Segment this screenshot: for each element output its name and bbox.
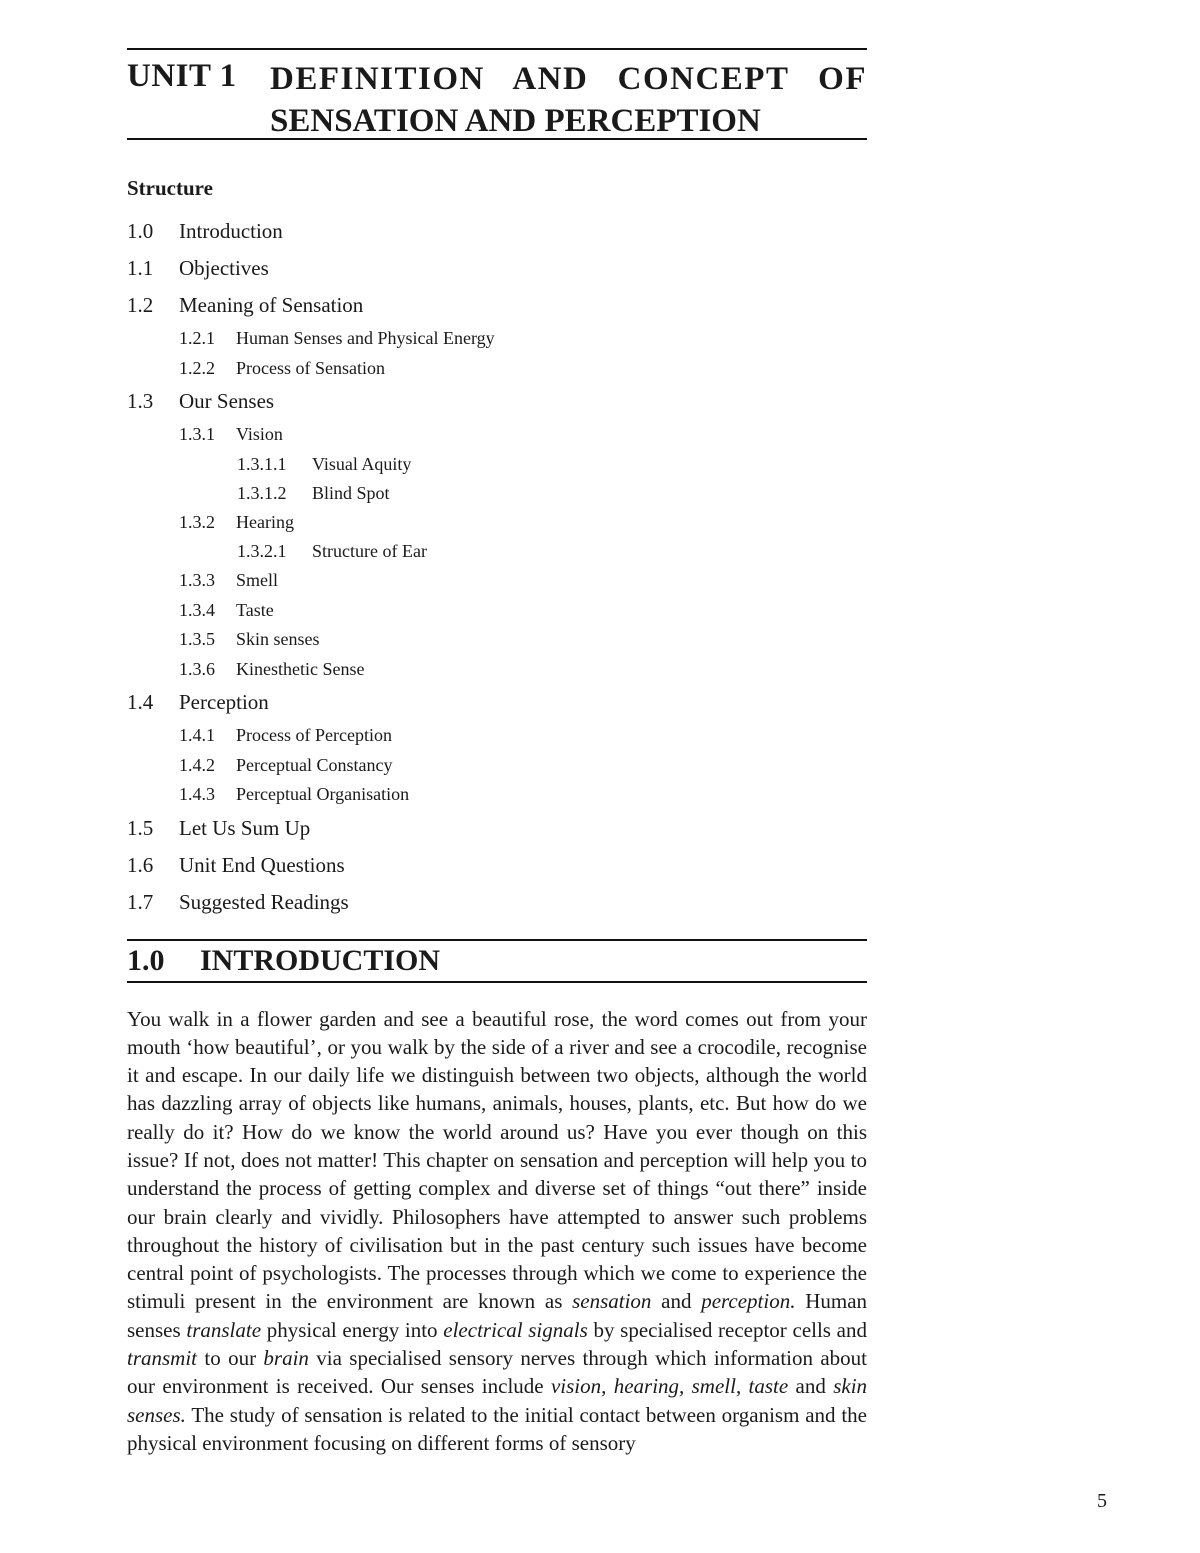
unit-title-line-2: SENSATION AND PERCEPTION: [270, 103, 761, 139]
text-run: You walk in a flower garden and see a beautiful rose, the word comes out from your mouth ‘how beautiful’, or you walk by the side of a river and see a crocodile, recognise it and escape. In our daily life we distinguish between two objects, although the world has dazzling array of objects like humans, animals, houses, plants, etc. But how do we really do it? How do we know the world around us? Have you ever though on this issue? If not, does not matter! This chapter on sensation and perception will help you to understand the process of getting complex and diverse set of things “out there” inside our brain clearly and vividly. Philosophers have attempted to answer such problems throughout the history of civilisation but in the past century such issues have become central point of psychologists. The processes through which we come to experience the stimuli present in the environment are known as: [127, 1006, 867, 1314]
toc-entry-title: Introduction: [179, 219, 283, 243]
toc-entry: [127, 287, 867, 324]
toc-entry-title: Human Senses and Physical Energy: [236, 328, 495, 348]
toc-entry: [127, 847, 867, 884]
toc-entry-number: 1.2.1: [179, 328, 215, 348]
toc-entry-number: 1.4.3: [179, 784, 215, 804]
italic-term: perception.: [701, 1289, 796, 1314]
unit-number: UNIT 1: [127, 58, 237, 94]
section-header: [127, 939, 867, 983]
text-run: by specialised receptor cells and: [593, 1317, 868, 1342]
italic-term: translate: [186, 1317, 262, 1342]
toc-entry: [127, 479, 867, 508]
toc-entry-number: 1.3.2: [179, 511, 215, 532]
toc-entry: [127, 655, 867, 685]
section-number: 1.0: [127, 943, 165, 977]
toc-entry: [127, 420, 867, 450]
italic-term: transmit: [127, 1346, 198, 1371]
toc-entry: [127, 324, 867, 354]
toc-entry-number: 1.5: [127, 815, 154, 840]
toc-entry: [127, 780, 867, 810]
toc-entry-title: Let Us Sum Up: [179, 815, 311, 840]
toc-entry-number: 1.3.2.1: [237, 541, 287, 561]
toc-entry-title: Process of Sensation: [236, 357, 385, 378]
toc-entry: [127, 566, 867, 596]
text-run: and: [795, 1374, 826, 1399]
toc-entry: [127, 596, 867, 626]
unit-title: [270, 58, 867, 142]
toc-entry-title: Meaning of Sensation: [179, 293, 364, 317]
toc-entry: [127, 684, 867, 721]
text-run: Human senses: [127, 1289, 868, 1342]
toc-entry-title: Our Senses: [179, 389, 275, 413]
section-title: [127, 941, 867, 981]
text-run: to our: [204, 1346, 257, 1371]
toc-entry-number: 1.3: [127, 389, 154, 413]
toc-entry-title: Perceptual Organisation: [236, 784, 410, 804]
toc-entry-title: Suggested Readings: [179, 889, 349, 914]
italic-term: sensation: [572, 1289, 652, 1314]
toc-entry-number: 1.3.1.2: [237, 482, 287, 503]
toc-entry: [127, 450, 867, 479]
toc-entry-title: Taste: [236, 599, 274, 620]
table-of-contents: [127, 213, 867, 921]
toc-entry-title: Unit End Questions: [179, 852, 345, 877]
italic-term: vision, hearing, smell, taste: [550, 1374, 789, 1399]
toc-entry-title: Process of Perception: [236, 725, 392, 745]
toc-entry-title: Skin senses: [236, 629, 320, 649]
toc-entry-number: 1.4: [127, 690, 154, 714]
toc-entry-number: 1.7: [127, 889, 154, 914]
text-run: and: [661, 1289, 692, 1314]
italic-term: electrical signals: [443, 1317, 588, 1342]
toc-entry: [127, 508, 867, 538]
unit-header: [127, 50, 867, 138]
toc-entry-title: Perceptual Constancy: [236, 754, 393, 775]
text-run: The study of sensation is related to the initial contact between organism and the physical environment focusing on different forms of sensory: [127, 1402, 867, 1455]
text-run: physical energy into: [266, 1317, 438, 1342]
toc-entry-number: 1.3.5: [179, 629, 215, 649]
toc-entry: [127, 884, 867, 921]
section-title-text: INTRODUCTION: [200, 943, 441, 977]
document-page: [127, 48, 867, 1457]
toc-entry-title: Vision: [236, 424, 283, 444]
italic-term: brain: [263, 1346, 309, 1371]
toc-entry-title: Perception: [179, 690, 269, 714]
toc-entry: [127, 354, 867, 384]
toc-entry: [127, 625, 867, 655]
toc-entry: [127, 250, 867, 287]
introduction-paragraph: [127, 1005, 867, 1458]
toc-entry-number: 1.1: [127, 256, 154, 280]
toc-entry-title: Visual Aquity: [312, 453, 412, 474]
toc-entry-title: Kinesthetic Sense: [236, 658, 365, 679]
toc-entry-title: Smell: [236, 570, 279, 590]
toc-entry-number: 1.6: [127, 852, 154, 877]
section-bottom-rule: [127, 981, 867, 983]
structure-heading: Structure: [127, 176, 213, 200]
text-run: via specialised sensory nerves through which information about our environment is received. Our senses include: [127, 1346, 868, 1399]
toc-entry-title: Hearing: [236, 511, 294, 532]
toc-entry-number: 1.3.3: [179, 570, 215, 590]
toc-entry-title: Blind Spot: [312, 482, 390, 503]
toc-entry-number: 1.2: [127, 293, 154, 317]
page-number: 5: [1097, 1490, 1107, 1512]
toc-entry: [127, 213, 867, 250]
toc-entry-number: 1.3.1: [179, 424, 215, 444]
toc-entry-number: 1.0: [127, 219, 154, 243]
toc-entry-number: 1.4.2: [179, 754, 215, 775]
toc-entry: [127, 751, 867, 781]
toc-entry-title: Objectives: [179, 256, 269, 280]
toc-entry-number: 1.2.2: [179, 357, 215, 378]
toc-entry-title: Structure of Ear: [312, 541, 427, 561]
toc-entry-number: 1.3.1.1: [237, 453, 287, 474]
italic-term: skin senses.: [127, 1374, 868, 1427]
unit-title-line-1: DEFINITION AND CONCEPT OF: [270, 61, 867, 97]
toc-entry: [127, 810, 867, 847]
toc-entry-number: 1.3.4: [179, 599, 215, 620]
toc-entry: [127, 721, 867, 751]
toc-entry: [127, 383, 867, 420]
toc-entry: [127, 537, 867, 566]
toc-entry-number: 1.3.6: [179, 658, 215, 679]
toc-entry-number: 1.4.1: [179, 725, 215, 745]
